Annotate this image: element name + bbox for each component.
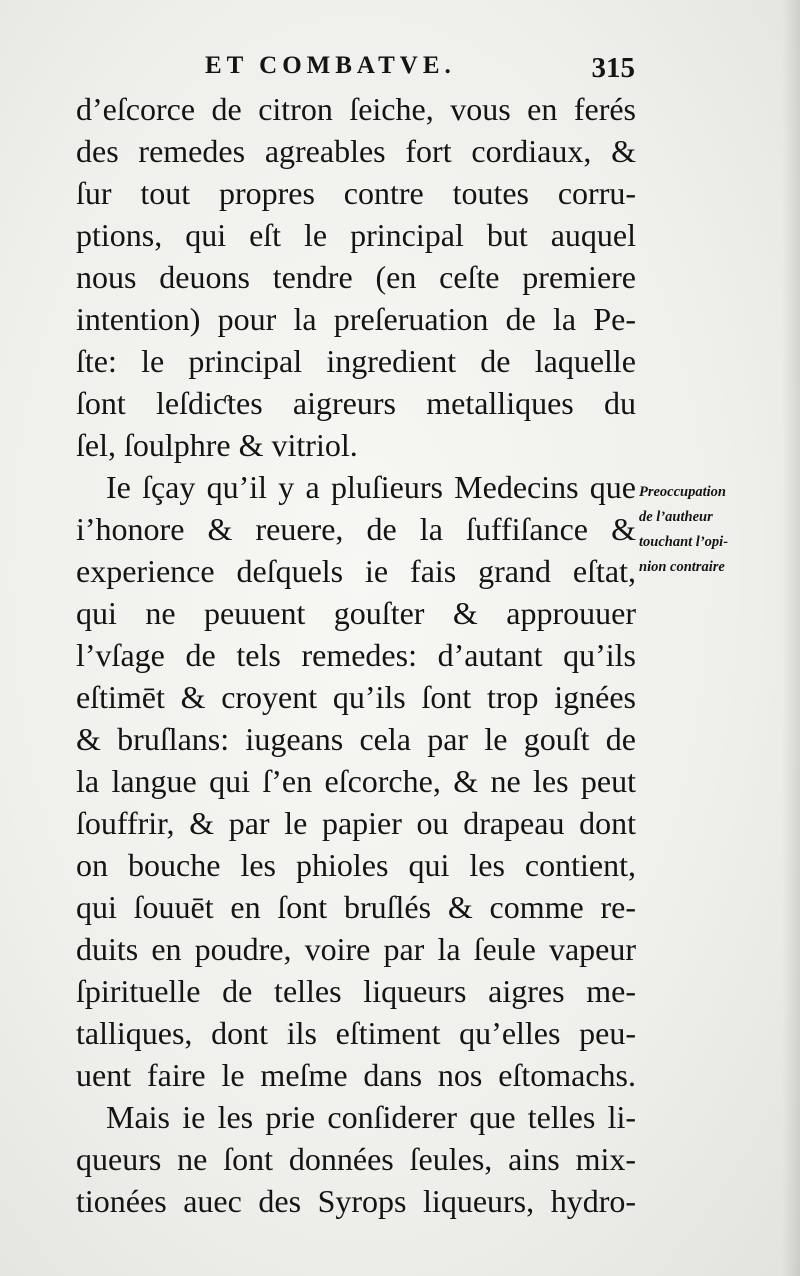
text-line: eſtimēt & croyent qu’ils ſont trop ignées [76,679,636,715]
page-edge-shadow [782,0,800,1276]
text-line: des remedes agreables fort cordiaux, & [76,133,636,169]
text-line: experience deſquels ie fais grand eſtat, [76,553,636,589]
text-line: l’vſage de tels remedes: d’autant qu’ils [76,637,636,673]
text-line: ſouffrir, & par le papier ou drapeau dont [76,805,636,841]
text-line: talliques, dont ils eſtiment qu’elles peu- [76,1015,636,1051]
paragraph-end-line: uent faire le meſme dans nos eſtomachs. [76,1057,636,1093]
text-line: on bouche les phioles qui les contient, [76,847,636,883]
page-header [205,52,635,92]
text-line: ptions, qui eſt le principal but auquel [76,217,636,253]
text-line: qui ne peuuent gouſter & approuuer [76,595,636,631]
text-line: & bruſlans: iugeans cela par le gouſt de [76,721,636,757]
running-head: ET COMBATVE. [205,52,456,79]
text-line: tionées auec des Syrops liqueurs, hydro- [76,1183,636,1219]
text-line: duits en poudre, voire par la ſeule vapeur [76,931,636,967]
text-line: ſpirituelle de telles liqueurs aigres me- [76,973,636,1009]
page-number: 315 [591,52,635,84]
text-line: d’eſcorce de citron ſeiche, vous en ferés [76,91,636,127]
margin-note-line: touchant l’opi- [639,534,729,550]
paragraph-end-line: ſel, ſoulphre & vitriol. [76,427,358,463]
margin-note [639,480,769,580]
margin-note-line: nion contraire [639,559,725,575]
text-line: qui ſouuēt en ſont bruſlés & comme re- [76,889,636,925]
text-line: la langue qui ſ’en eſcorche, & ne les peut [76,763,636,799]
text-line: ſte: le principal ingredient de laquelle [76,343,636,379]
text-line: nous deuons tendre (en ceſte premiere [76,259,636,295]
text-line: ſur tout propres contre toutes corru- [76,175,636,211]
paragraph-start-line: Mais ie les prie conſiderer que telles li- [106,1099,636,1135]
text-line: intention) pour la preſeruation de la Pe- [76,301,636,337]
body-text [76,88,636,1222]
margin-note-line: de l’autheur [639,509,713,525]
text-line: queurs ne ſont données ſeules, ains mix- [76,1141,636,1177]
margin-note-line: Preoccupation [639,484,726,500]
paragraph-start-line: Ie ſçay qu’il y a pluſieurs Medecins que [106,469,636,505]
text-line: i’honore & reuere, de la ſuffiſance & [76,511,636,547]
text-line: ſont leſdiƈtes aigreurs metalliques du [76,385,636,421]
